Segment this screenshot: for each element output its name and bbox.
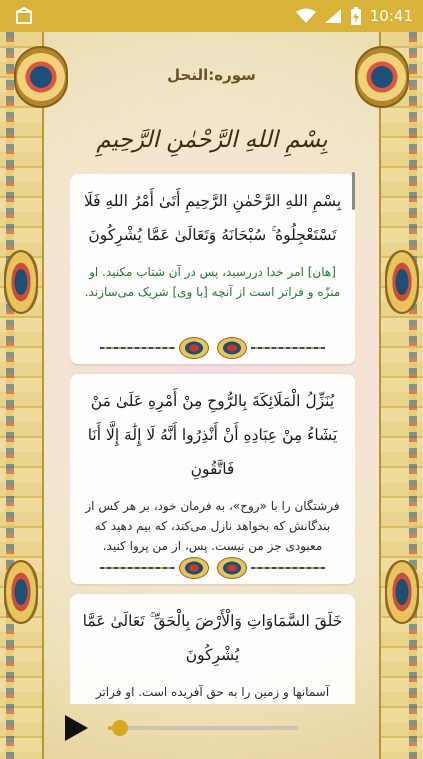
status-right [296, 6, 413, 26]
ornamental-border-right [379, 32, 423, 759]
wifi-icon [296, 8, 316, 24]
audio-player [62, 706, 362, 750]
border-medallion-icon [4, 250, 38, 314]
border-medallion-icon [385, 250, 419, 314]
verse-card[interactable] [70, 174, 355, 364]
status-left [14, 6, 34, 26]
status-time: 10:41 [369, 7, 413, 25]
verse-arabic: بِسْمِ اللهِ الرَّحْمٰنِ الرَّحِيمِ أَتَىٰ أَمْرُ اللهِ فَلَا تَسْتَعْجِلُوهُ ۚ سُبْحَانَهُ وَتَعَالَىٰ عَمَّا يُشْرِكُونَ [83, 192, 342, 244]
seek-thumb[interactable] [112, 720, 128, 736]
verse-translation: [هان] امر خدا دررسید، پس در آن شتاب مکنید. او منزّه و فراتر است از آنچه [با وی] شریک می‌سازند. [84, 265, 341, 299]
play-button[interactable] [62, 712, 90, 744]
signal-icon [324, 8, 342, 24]
border-medallion-icon [385, 560, 419, 624]
verse-translation: آسمانها و زمین را به حق آفریده است. او فراتر [95, 685, 330, 699]
verse-card[interactable] [70, 594, 355, 704]
verse-arabic: يُنَزِّلُ الْمَلَائِكَةَ بِالرُّوحِ مِنْ أَمْرِهِ عَلَىٰ مَنْ يَشَاءُ مِنْ عِبَادِهِ أَنْ أَنْذِرُوا أَنَّهُ لَا إِلَٰهَ إِلَّا أَنَا فَاتَّقُونِ [87, 392, 338, 478]
verse-arabic: خَلَقَ السَّمَاوَاتِ وَالْأَرْضَ بِالْحَقِّ ۚ تَعَالَىٰ عَمَّا يُشْرِكُونَ [82, 612, 343, 664]
verse-divider-icon [100, 334, 325, 362]
basmala-calligraphy: بِسْمِ اللهِ الرَّحْمٰنِ الرَّحِيمِ [96, 127, 328, 153]
verse-divider-icon [100, 554, 325, 582]
surah-title: سوره:النحل [167, 66, 256, 84]
play-icon [63, 714, 89, 742]
verse-card[interactable] [70, 374, 355, 584]
verse-list[interactable] [70, 174, 355, 704]
verse-translation: فرشتگان را با «روح»، به فرمان خود، بر هر کس از بندگانش که بخواهد نازل می‌کند، که بیم دهید که معبودی جز من نیست. پس، از من پروا کنید. [85, 499, 340, 553]
seek-bar[interactable] [108, 726, 298, 730]
status-bar [0, 0, 423, 32]
list-scrollbar[interactable] [352, 172, 355, 210]
battery-icon [350, 6, 362, 26]
border-medallion-icon [4, 560, 38, 624]
app-icon [14, 6, 34, 26]
ornamental-border-left [0, 32, 44, 759]
